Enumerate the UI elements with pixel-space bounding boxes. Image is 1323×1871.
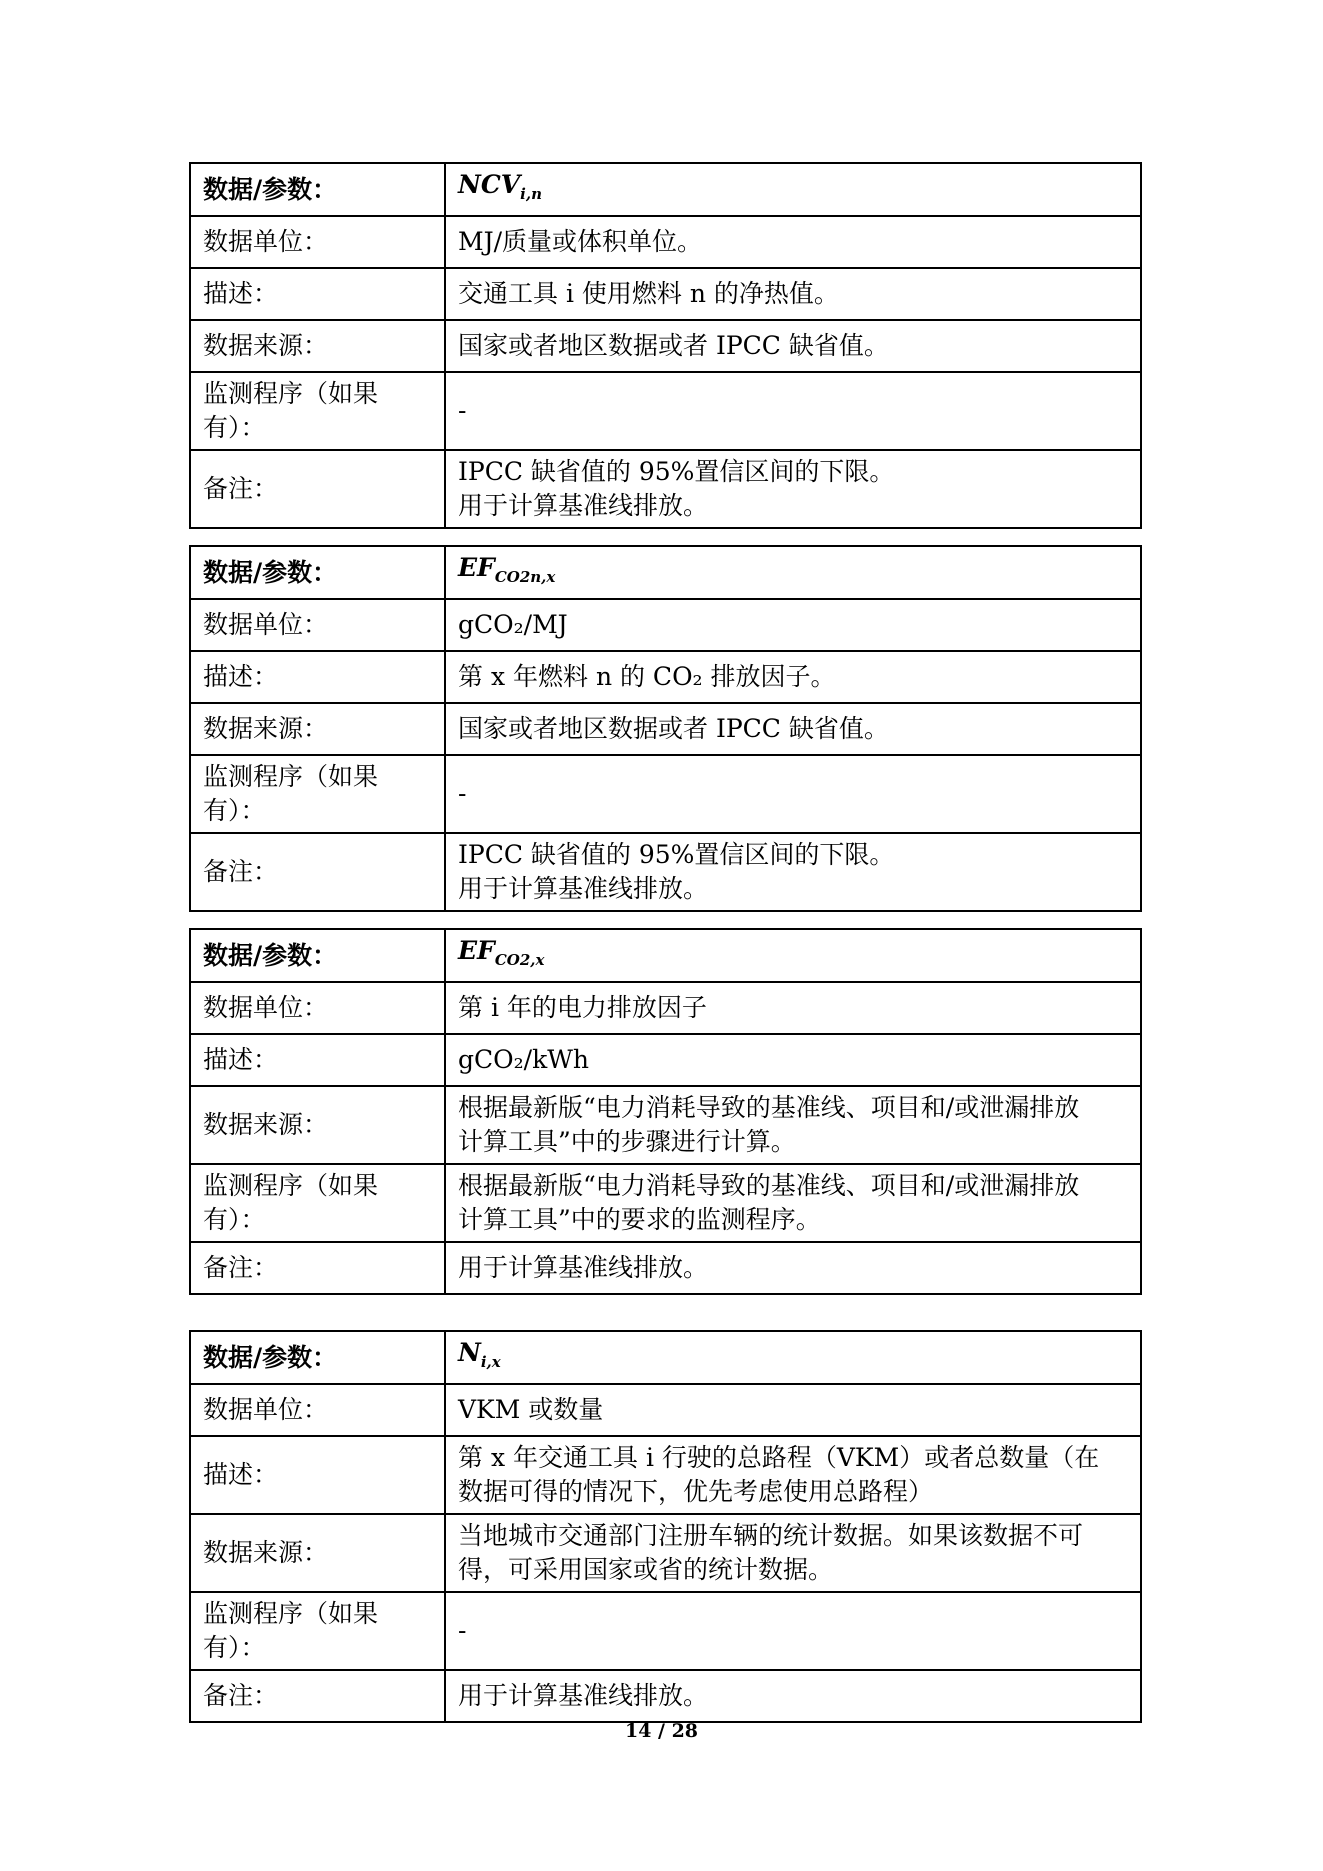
table-row bbox=[190, 982, 1141, 1034]
parameter-symbol: $N_{i,x}$ bbox=[445, 1331, 1141, 1384]
row-label: 描述： bbox=[190, 268, 445, 320]
table-row bbox=[190, 1592, 1141, 1670]
row-label: 数据来源： bbox=[190, 1514, 445, 1592]
row-value: IPCC 缺省值的 95%置信区间的下限。 用于计算基准线排放。 bbox=[445, 450, 1141, 528]
row-label: 监测程序（如果有）： bbox=[190, 1164, 445, 1242]
table-row bbox=[190, 372, 1141, 450]
row-label: 数据单位： bbox=[190, 216, 445, 268]
row-value: 当地城市交通部门注册车辆的统计数据。如果该数据不可 得，可采用国家或省的统计数据。 bbox=[445, 1514, 1141, 1592]
row-value: 用于计算基准线排放。 bbox=[445, 1242, 1141, 1294]
row-label: 数据/参数： bbox=[190, 929, 445, 982]
table-row bbox=[190, 1164, 1141, 1242]
table-row bbox=[190, 216, 1141, 268]
table-row bbox=[190, 163, 1141, 216]
row-value: 第 x 年燃料 n 的 CO₂ 排放因子。 bbox=[445, 651, 1141, 703]
row-value: 用于计算基准线排放。 bbox=[445, 1670, 1141, 1722]
row-label: 数据来源： bbox=[190, 320, 445, 372]
parameter-table bbox=[189, 1330, 1142, 1723]
row-value: - bbox=[445, 755, 1141, 833]
row-value: - bbox=[445, 1592, 1141, 1670]
row-label: 数据/参数： bbox=[190, 163, 445, 216]
row-label: 监测程序（如果有）： bbox=[190, 755, 445, 833]
row-label: 描述： bbox=[190, 1436, 445, 1514]
table-row bbox=[190, 929, 1141, 982]
parameter-symbol: $EF_{CO2n,x}$ bbox=[445, 546, 1141, 599]
row-label: 备注： bbox=[190, 833, 445, 911]
row-label: 描述： bbox=[190, 651, 445, 703]
row-value: 根据最新版“电力消耗导致的基准线、项目和/或泄漏排放 计算工具”中的步骤进行计算。 bbox=[445, 1086, 1141, 1164]
table-row bbox=[190, 599, 1141, 651]
page-number: 14 / 28 bbox=[624, 1720, 699, 1742]
parameter-table bbox=[189, 545, 1142, 912]
table-row bbox=[190, 1514, 1141, 1592]
row-value: 国家或者地区数据或者 IPCC 缺省值。 bbox=[445, 703, 1141, 755]
table-row bbox=[190, 703, 1141, 755]
row-label: 数据/参数： bbox=[190, 1331, 445, 1384]
table-row bbox=[190, 450, 1141, 528]
row-label: 数据来源： bbox=[190, 1086, 445, 1164]
row-label: 监测程序（如果有）： bbox=[190, 372, 445, 450]
row-value: VKM 或数量 bbox=[445, 1384, 1141, 1436]
row-value: 根据最新版“电力消耗导致的基准线、项目和/或泄漏排放 计算工具”中的要求的监测程序。 bbox=[445, 1164, 1141, 1242]
row-value: gCO₂/MJ bbox=[445, 599, 1141, 651]
table-row bbox=[190, 320, 1141, 372]
row-label: 备注： bbox=[190, 1242, 445, 1294]
table-row bbox=[190, 1436, 1141, 1514]
table-row bbox=[190, 1086, 1141, 1164]
table-row bbox=[190, 546, 1141, 599]
parameter-symbol: $NCV_{i,n}$ bbox=[445, 163, 1141, 216]
table-row bbox=[190, 755, 1141, 833]
row-label: 备注： bbox=[190, 450, 445, 528]
row-value: gCO₂/kWh bbox=[445, 1034, 1141, 1086]
row-value: 第 x 年交通工具 i 行驶的总路程（VKM）或者总数量（在 数据可得的情况下，优先考虑使用总路程） bbox=[445, 1436, 1141, 1514]
row-value: 第 i 年的电力排放因子 bbox=[445, 982, 1141, 1034]
table-row bbox=[190, 833, 1141, 911]
row-value: - bbox=[445, 372, 1141, 450]
row-label: 监测程序（如果有）： bbox=[190, 1592, 445, 1670]
table-row bbox=[190, 1242, 1141, 1294]
row-label: 备注： bbox=[190, 1670, 445, 1722]
row-label: 描述： bbox=[190, 1034, 445, 1086]
row-value: 国家或者地区数据或者 IPCC 缺省值。 bbox=[445, 320, 1141, 372]
table-row bbox=[190, 1034, 1141, 1086]
row-label: 数据单位： bbox=[190, 599, 445, 651]
row-label: 数据单位： bbox=[190, 982, 445, 1034]
row-label: 数据来源： bbox=[190, 703, 445, 755]
parameter-table bbox=[189, 928, 1142, 1295]
table-row bbox=[190, 1384, 1141, 1436]
row-label: 数据/参数： bbox=[190, 546, 445, 599]
table-row bbox=[190, 1331, 1141, 1384]
row-label: 数据单位： bbox=[190, 1384, 445, 1436]
table-row bbox=[190, 268, 1141, 320]
parameter-table bbox=[189, 162, 1142, 529]
table-row bbox=[190, 1670, 1141, 1722]
row-value: MJ/质量或体积单位。 bbox=[445, 216, 1141, 268]
table-row bbox=[190, 651, 1141, 703]
row-value: IPCC 缺省值的 95%置信区间的下限。 用于计算基准线排放。 bbox=[445, 833, 1141, 911]
row-value: 交通工具 i 使用燃料 n 的净热值。 bbox=[445, 268, 1141, 320]
parameter-symbol: $EF_{CO2,x}$ bbox=[445, 929, 1141, 982]
